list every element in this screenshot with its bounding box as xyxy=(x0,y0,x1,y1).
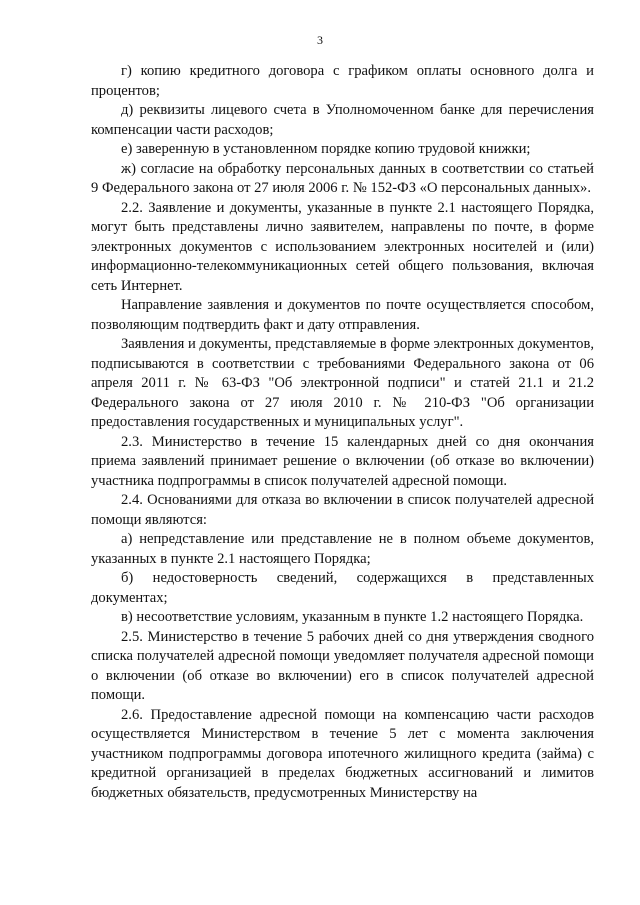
paragraph-a-incomplete-documents: а) непредставление или представление не в полном объеме документов, указанных в пункте 2.1 настоящего Порядка; xyxy=(91,531,594,567)
paragraph-mail-submission: Направление заявления и документов по почте осуществляется способом, позволяющим подтвердить факт и дату отправления. xyxy=(91,297,594,333)
paragraph-2-6: 2.6. Предоставление адресной помощи на компенсацию части расходов осуществляется Министерством в течение 5 лет с момента заключения участником подпрограммы договора ипотечного жилищного кредита (займа) с кредитной организацией в пределах бюджетных ассигнований и лимитов бюджетных обязательств, предусмотренных Министерству на xyxy=(91,706,594,801)
paragraph-g-credit-agreement: г) копию кредитного договора с графиком оплаты основного долга и процентов; xyxy=(91,63,594,99)
page-number: 3 xyxy=(317,33,323,47)
document-body xyxy=(91,62,594,803)
paragraph-d-bank-account: д) реквизиты лицевого счета в Уполномоченном банке для перечисления компенсации части расходов; xyxy=(91,102,594,138)
paragraph-b-unreliable-info: б) недостоверность сведений, содержащихся в представленных документах; xyxy=(91,570,594,606)
paragraph-zh-personal-data-consent: ж) согласие на обработку персональных данных в соответствии со статьей 9 Федерального закона от 27 июля 2006 г. № 152-ФЗ «О персональных данных». xyxy=(91,160,594,196)
paragraph-e-work-record: е) заверенную в установленном порядке копию трудовой книжки; xyxy=(121,141,531,157)
paragraph-2-3: 2.3. Министерство в течение 15 календарных дней со дня окончания приема заявлений принимает решение о включении (об отказе во включении) участника подпрограммы в список получателей адресной помощи. xyxy=(91,433,594,489)
paragraph-2-2: 2.2. Заявление и документы, указанные в пункте 2.1 настоящего Порядка, могут быть представлены лично заявителем, направлены по почте, в форме электронных документов с использованием электронных носителей и (или) информационно-телекоммуникационных сетей общего пользования, включая сеть Интернет. xyxy=(91,199,594,294)
paragraph-2-5: 2.5. Министерство в течение 5 рабочих дней со дня утверждения сводного списка получателей адресной помощи уведомляет получателя адресной помощи о включении (об отказе во включении) его в список получателей адресной помощи. xyxy=(91,628,594,703)
paragraph-electronic-documents: Заявления и документы, представляемые в форме электронных документов, подписываются в соответствии с требованиями Федерального закона от 06 апреля 2011 г. № 63-ФЗ "Об электронной подписи" и статей 21.1 и 21.2 Федерального закона от 27 июля 2010 г. № 210-ФЗ "Об организации предоставления государственных и муниципальных услуг". xyxy=(91,336,594,430)
paragraph-2-4: 2.4. Основаниями для отказа во включении в список получателей адресной помощи являются: xyxy=(91,492,594,528)
paragraph-v-noncompliance: в) несоответствие условиям, указанным в пункте 1.2 настоящего Порядка. xyxy=(121,609,584,625)
